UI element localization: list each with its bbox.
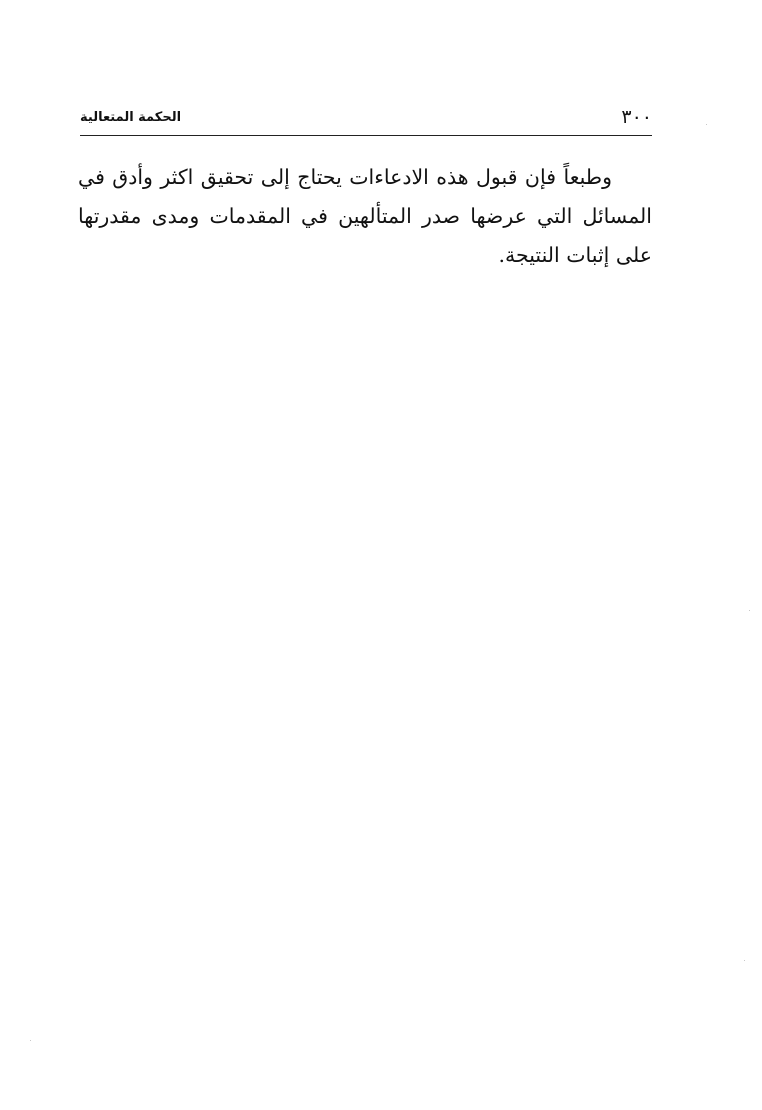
- scan-speck: [706, 124, 707, 125]
- running-header: [80, 106, 652, 134]
- page-number: ٣٠٠: [621, 106, 652, 128]
- body-paragraph: وطبعاً فإن قبول هذه الادعاءات يحتاج إلى تحقيق اكثر وأدق في المسائل التي عرضها صدر المتألهين في المقدمات ومدى مقدرتها على إثبات النتيجة.: [78, 165, 652, 267]
- header-divider: [80, 135, 652, 136]
- scan-speck: [30, 1040, 31, 1041]
- running-header-title: الحكمة المتعالية: [80, 110, 182, 125]
- scan-speck: [744, 960, 745, 961]
- scan-speck: [749, 610, 750, 611]
